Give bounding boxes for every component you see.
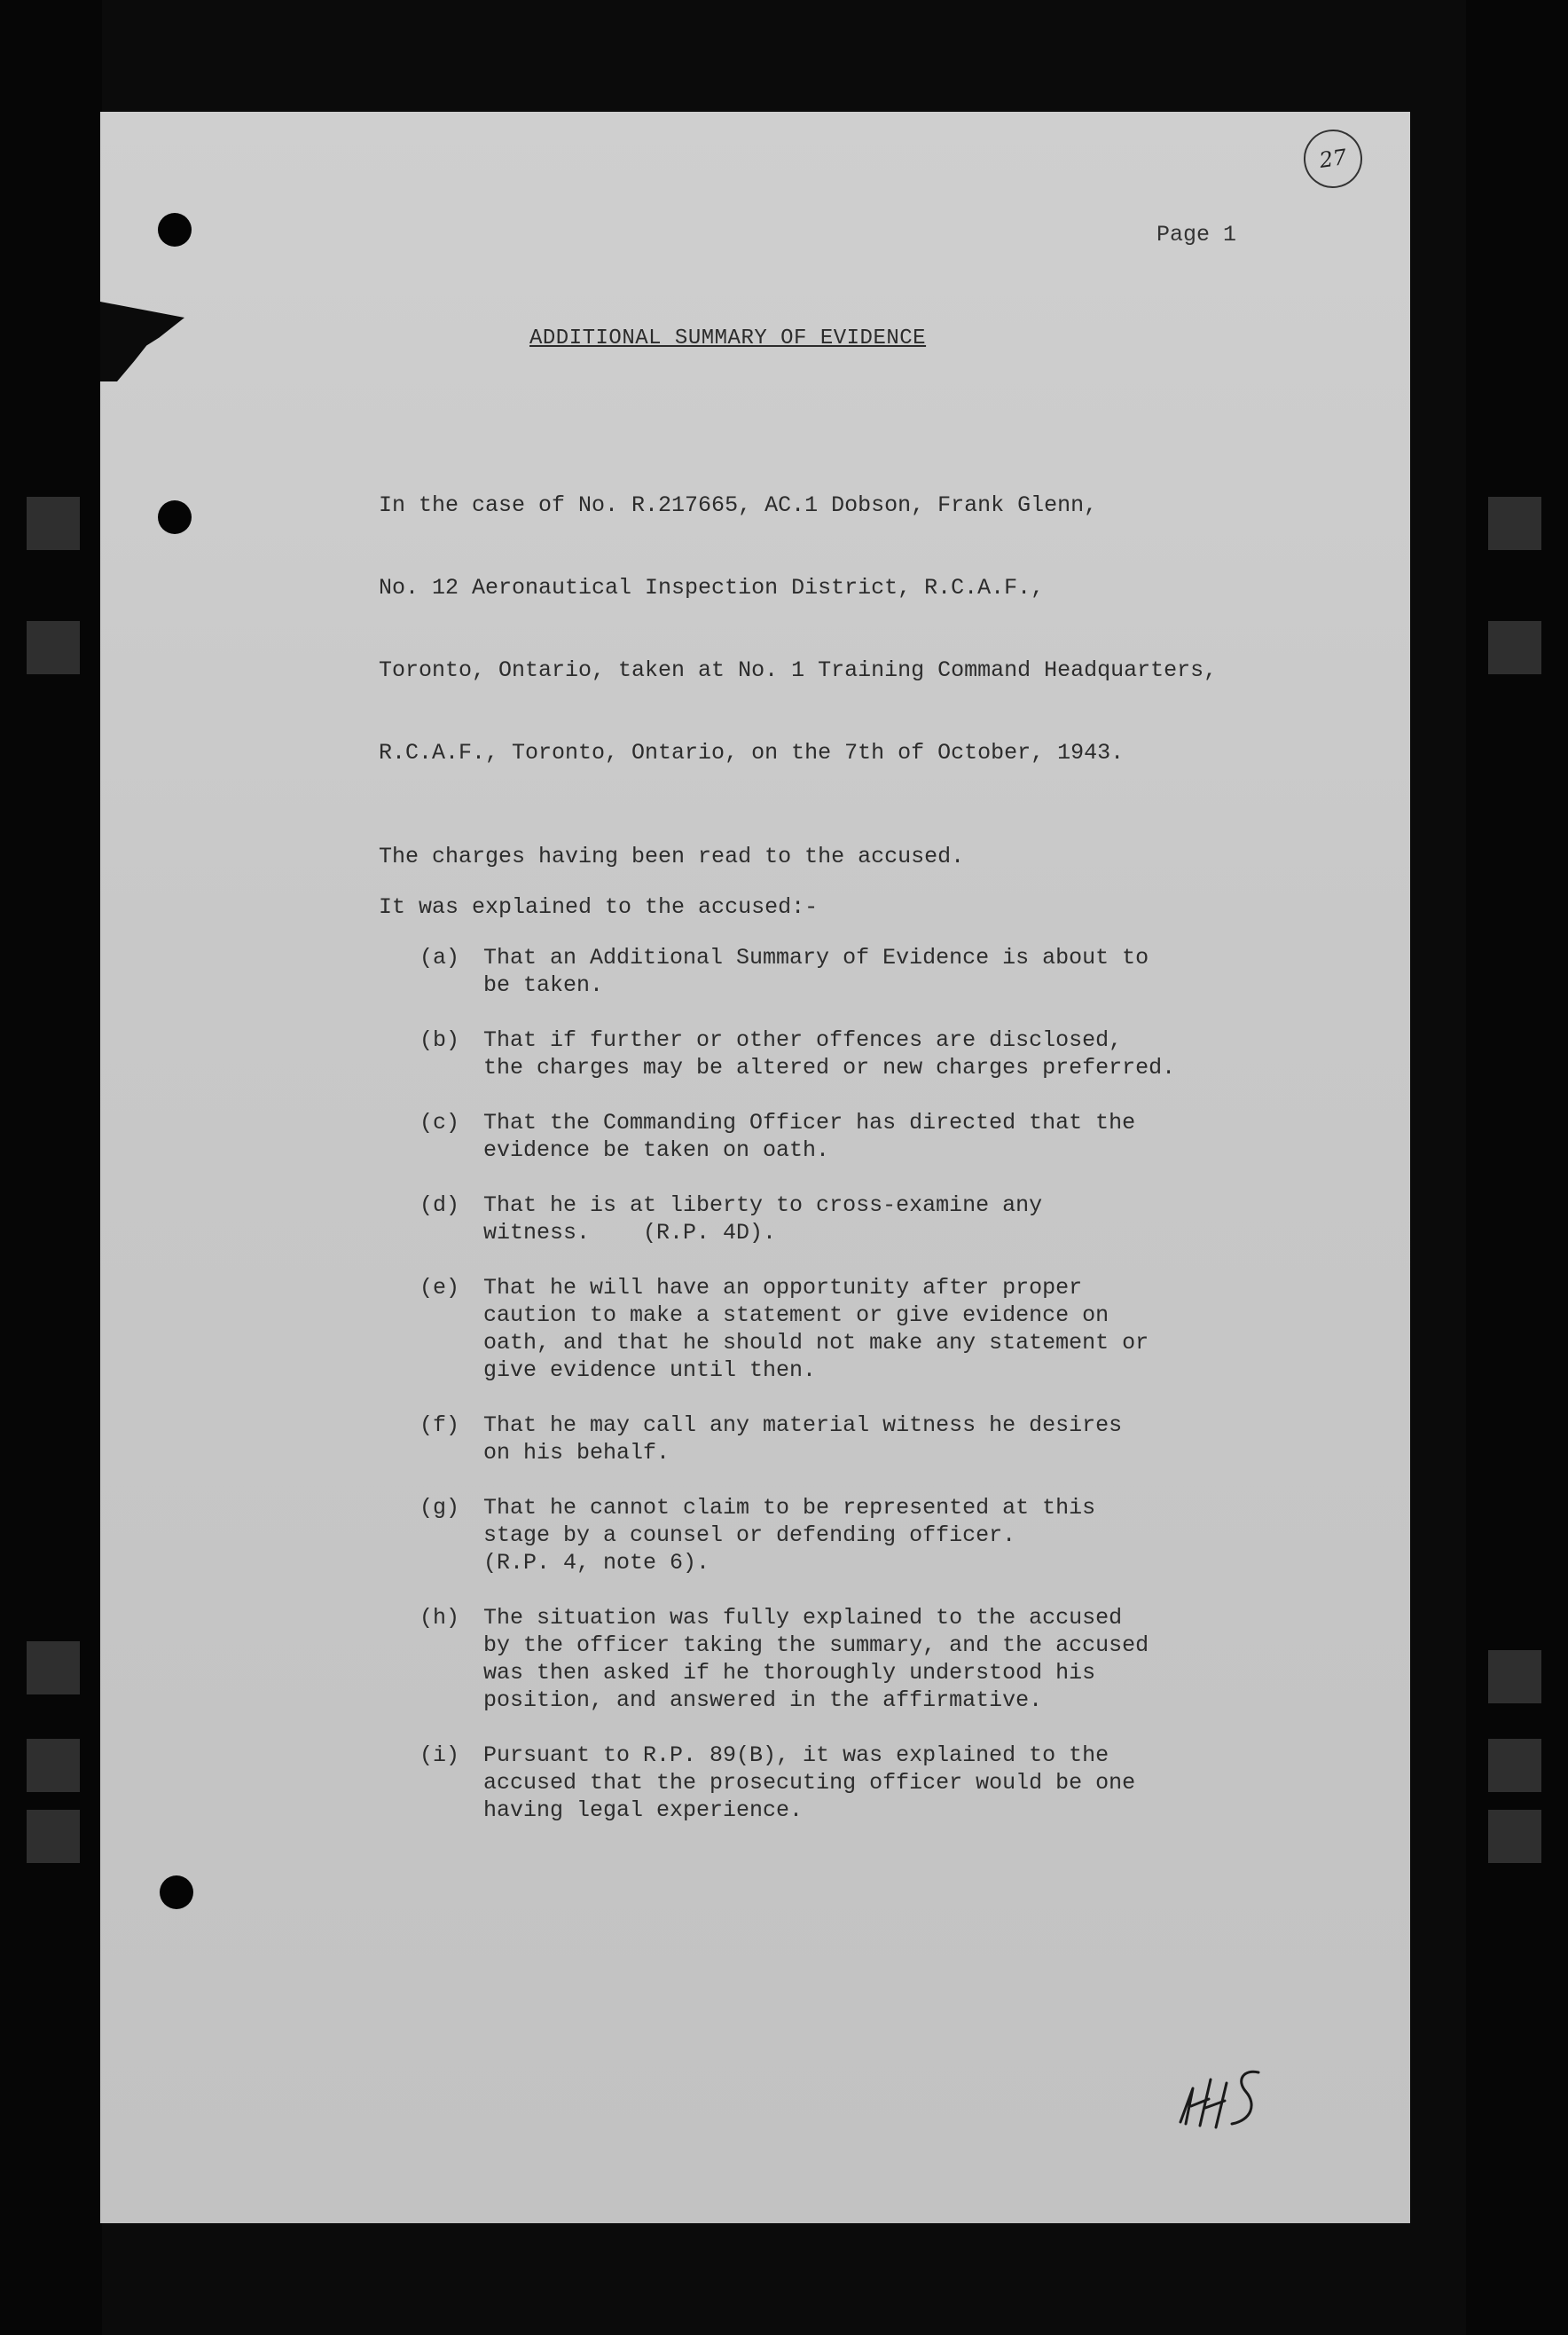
- torn-corner: [100, 302, 184, 381]
- list-item: [419, 1741, 1354, 1824]
- punch-hole: [158, 213, 192, 247]
- film-perforation: [1488, 621, 1541, 674]
- explanation-list: [419, 944, 1354, 1824]
- document-sheet: [100, 112, 1410, 2223]
- intro-paragraph: [379, 436, 1354, 822]
- list-item: [419, 1494, 1354, 1576]
- intro-line: In the case of No. R.217665, AC.1 Dobson, Frank Glenn,: [379, 492, 1098, 518]
- list-item: [419, 944, 1354, 999]
- list-item-text: That he is at liberty to cross-examine any witness. (R.P. 4D).: [483, 1192, 1043, 1246]
- folio-number: 27: [1300, 126, 1367, 193]
- document-body: [379, 436, 1354, 1851]
- list-item-label: (e): [419, 1275, 460, 1301]
- film-perforation: [27, 621, 80, 674]
- film-perforation: [1488, 1739, 1541, 1792]
- film-perforation: [27, 1739, 80, 1792]
- intro-line: No. 12 Aeronautical Inspection District, R.C.A.F.,: [379, 575, 1045, 601]
- list-item: [419, 1274, 1354, 1384]
- list-item-text: The situation was fully explained to the accused by the officer taking the summary, and the accused was then asked if he thoroughly understood his position, and answered in the affirmative.: [483, 1605, 1149, 1713]
- list-item-label: (d): [419, 1192, 460, 1218]
- film-perforation: [1488, 1650, 1541, 1703]
- page-number: Page 1: [1156, 222, 1236, 248]
- list-item-text: That if further or other offences are disclosed, the charges may be altered or new charges preferred.: [483, 1027, 1176, 1081]
- list-item-label: (i): [419, 1742, 460, 1768]
- film-perforation: [27, 497, 80, 550]
- list-item-label: (f): [419, 1412, 460, 1438]
- list-item: [419, 1109, 1354, 1164]
- film-edge-left: [0, 0, 102, 2335]
- list-item-label: (h): [419, 1605, 460, 1631]
- charges-read-line: The charges having been read to the accused.: [379, 844, 965, 869]
- handwritten-initials-signature: [1173, 2053, 1271, 2133]
- list-item-label: (a): [419, 945, 460, 971]
- list-item-label: (b): [419, 1027, 460, 1053]
- list-item-label: (g): [419, 1495, 460, 1521]
- list-item-text: That an Additional Summary of Evidence is about to be taken.: [483, 945, 1149, 998]
- list-item: [419, 1191, 1354, 1246]
- explained-intro-line: It was explained to the accused:-: [379, 894, 819, 920]
- film-perforation: [1488, 497, 1541, 550]
- punch-hole: [158, 500, 192, 534]
- film-perforation: [27, 1810, 80, 1863]
- list-item-text: That he may call any material witness he desires on his behalf.: [483, 1412, 1123, 1466]
- page-title: ADDITIONAL SUMMARY OF EVIDENCE: [529, 326, 927, 350]
- list-item-text: That he cannot claim to be represented at this stage by a counsel or defending officer. (R.P. 4, note 6).: [483, 1495, 1096, 1576]
- list-item-text: That the Commanding Officer has directed that the evidence be taken on oath.: [483, 1110, 1136, 1163]
- list-item-label: (c): [419, 1110, 460, 1136]
- intro-line: Toronto, Ontario, taken at No. 1 Training Command Headquarters,: [379, 657, 1218, 683]
- film-perforation: [1488, 1810, 1541, 1863]
- list-item-text: That he will have an opportunity after proper caution to make a statement or give evidence on oath, and that he should not make any statement or give evidence until then.: [483, 1275, 1149, 1383]
- list-item: [419, 1411, 1354, 1466]
- intro-line: R.C.A.F., Toronto, Ontario, on the 7th of October, 1943.: [379, 740, 1125, 766]
- list-item: [419, 1026, 1354, 1081]
- list-item-text: Pursuant to R.P. 89(B), it was explained to the accused that the prosecuting officer would be one having legal experience.: [483, 1742, 1136, 1823]
- film-edge-right: [1466, 0, 1568, 2335]
- list-item: [419, 1604, 1354, 1714]
- film-perforation: [27, 1641, 80, 1694]
- punch-hole: [160, 1875, 193, 1909]
